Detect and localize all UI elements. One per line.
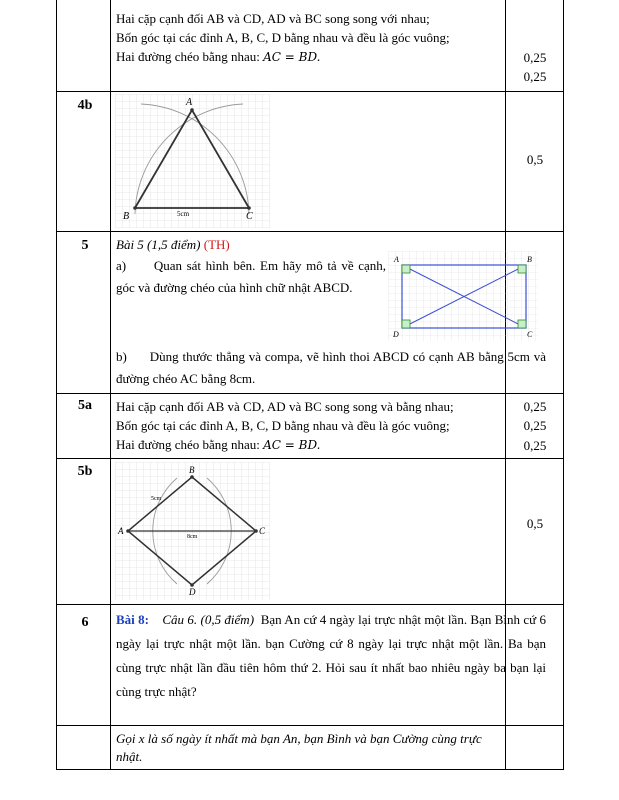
points: 0,25	[523, 418, 547, 433]
row-separator	[56, 393, 564, 394]
question-number: 5	[81, 238, 89, 253]
question-number: 6	[81, 615, 89, 630]
answer-line-text: Hai đường chéo bằng nhau:	[116, 49, 264, 64]
points: 0,5	[526, 152, 544, 167]
row-separator	[56, 604, 564, 605]
row-separator	[56, 231, 564, 232]
vertex-label: A	[394, 255, 399, 264]
question-number: 5a	[78, 398, 92, 413]
part-text: Quan sát hình bên. Em hãy mô tả về cạnh, góc và đường chéo của hình chữ nhật ABCD.	[116, 258, 387, 295]
part-text: Dùng thước thẳng và compa, vẽ hình thoi ABCD có cạnh AB bằng 5cm và đường chéo AC bằng 8cm.	[116, 349, 547, 386]
diagonal-length-label: 8cm	[187, 534, 198, 540]
question-number: 4b	[77, 98, 93, 113]
vertex-label: C	[527, 330, 533, 339]
vertex-label: A	[118, 526, 124, 536]
question-text	[116, 608, 546, 704]
answer-text	[116, 397, 501, 455]
vertex-label: A	[186, 97, 193, 108]
points: 0,25	[523, 50, 547, 65]
vertex-label: B	[527, 255, 532, 264]
table-divider-1	[110, 0, 111, 770]
vertex-label: B	[123, 211, 130, 222]
side-length-label: 5cm	[151, 496, 162, 502]
answer-text	[116, 9, 501, 67]
answer-line: Bốn góc tại các đỉnh A, B, C, D bằng nhau và đều là góc vuông;	[116, 30, 450, 45]
answer-line	[116, 435, 501, 455]
answer-line: Hai cặp cạnh đối AB và CD, AD và BC song song với nhau;	[116, 11, 430, 26]
vertex-label: B	[189, 465, 195, 475]
triangle-construction-figure	[115, 94, 270, 228]
answer-line-text: Hai đường chéo bằng nhau:	[116, 437, 264, 452]
points: 0,25	[523, 438, 547, 453]
vertex-label: C	[246, 211, 253, 222]
part-label: a)	[116, 258, 127, 273]
part-a	[116, 255, 386, 299]
row-separator	[56, 458, 564, 459]
answer-body: Gọi x là số ngày ít nhất mà bạn An, bạn Bình và bạn Cường cùng trực nhật.	[116, 731, 482, 764]
answer-line: Hai cặp cạnh đối AB và CD, AD và BC song song và bằng nhau;	[116, 399, 454, 414]
row-separator	[56, 725, 564, 726]
part-b	[116, 346, 546, 390]
part-label: b)	[116, 349, 127, 364]
exercise-label: Bài 8:	[116, 612, 149, 627]
points: 0,5	[526, 516, 544, 531]
points: 0,25	[523, 69, 547, 84]
row-separator	[56, 91, 564, 92]
level-tag: (TH)	[203, 237, 230, 252]
answer-text	[116, 730, 494, 766]
equation: AC = BD.	[263, 438, 321, 452]
vertex-label: D	[393, 330, 399, 339]
table-border-right	[563, 0, 564, 770]
answer-line	[116, 47, 501, 67]
points: 0,25	[523, 399, 547, 414]
question-title	[116, 235, 230, 254]
vertex-label: D	[189, 587, 196, 597]
question-label: Câu 6. (0,5 điểm)	[162, 612, 255, 627]
length-label: 5cm	[177, 210, 190, 218]
rhombus-construction-figure	[115, 462, 270, 600]
table-border-left	[56, 0, 57, 770]
answer-line: Bốn góc tại các đỉnh A, B, C, D bằng nhau và đều là góc vuông;	[116, 418, 450, 433]
question-body: Bạn An cứ 4 ngày lại trực nhật một lần. Bạn Bình cứ 6 ngày lại trực nhật một lần. bạn Cường cứ 8 ngày lại trực nhật một lần. Ba bạn cùng trực nhật lần đầu tiên hôm thứ 2. Hỏi sau ít nhất bao nhiêu ngày ba bạn lại cùng trực nhật?	[116, 612, 546, 699]
rectangle-figure	[388, 251, 538, 341]
question-number: 5b	[77, 464, 93, 479]
equation: AC = BD.	[263, 50, 321, 64]
table-border-bottom	[56, 769, 564, 770]
question-title-text: Bài 5 (1,5 điểm)	[116, 237, 204, 252]
vertex-label: C	[259, 526, 266, 536]
